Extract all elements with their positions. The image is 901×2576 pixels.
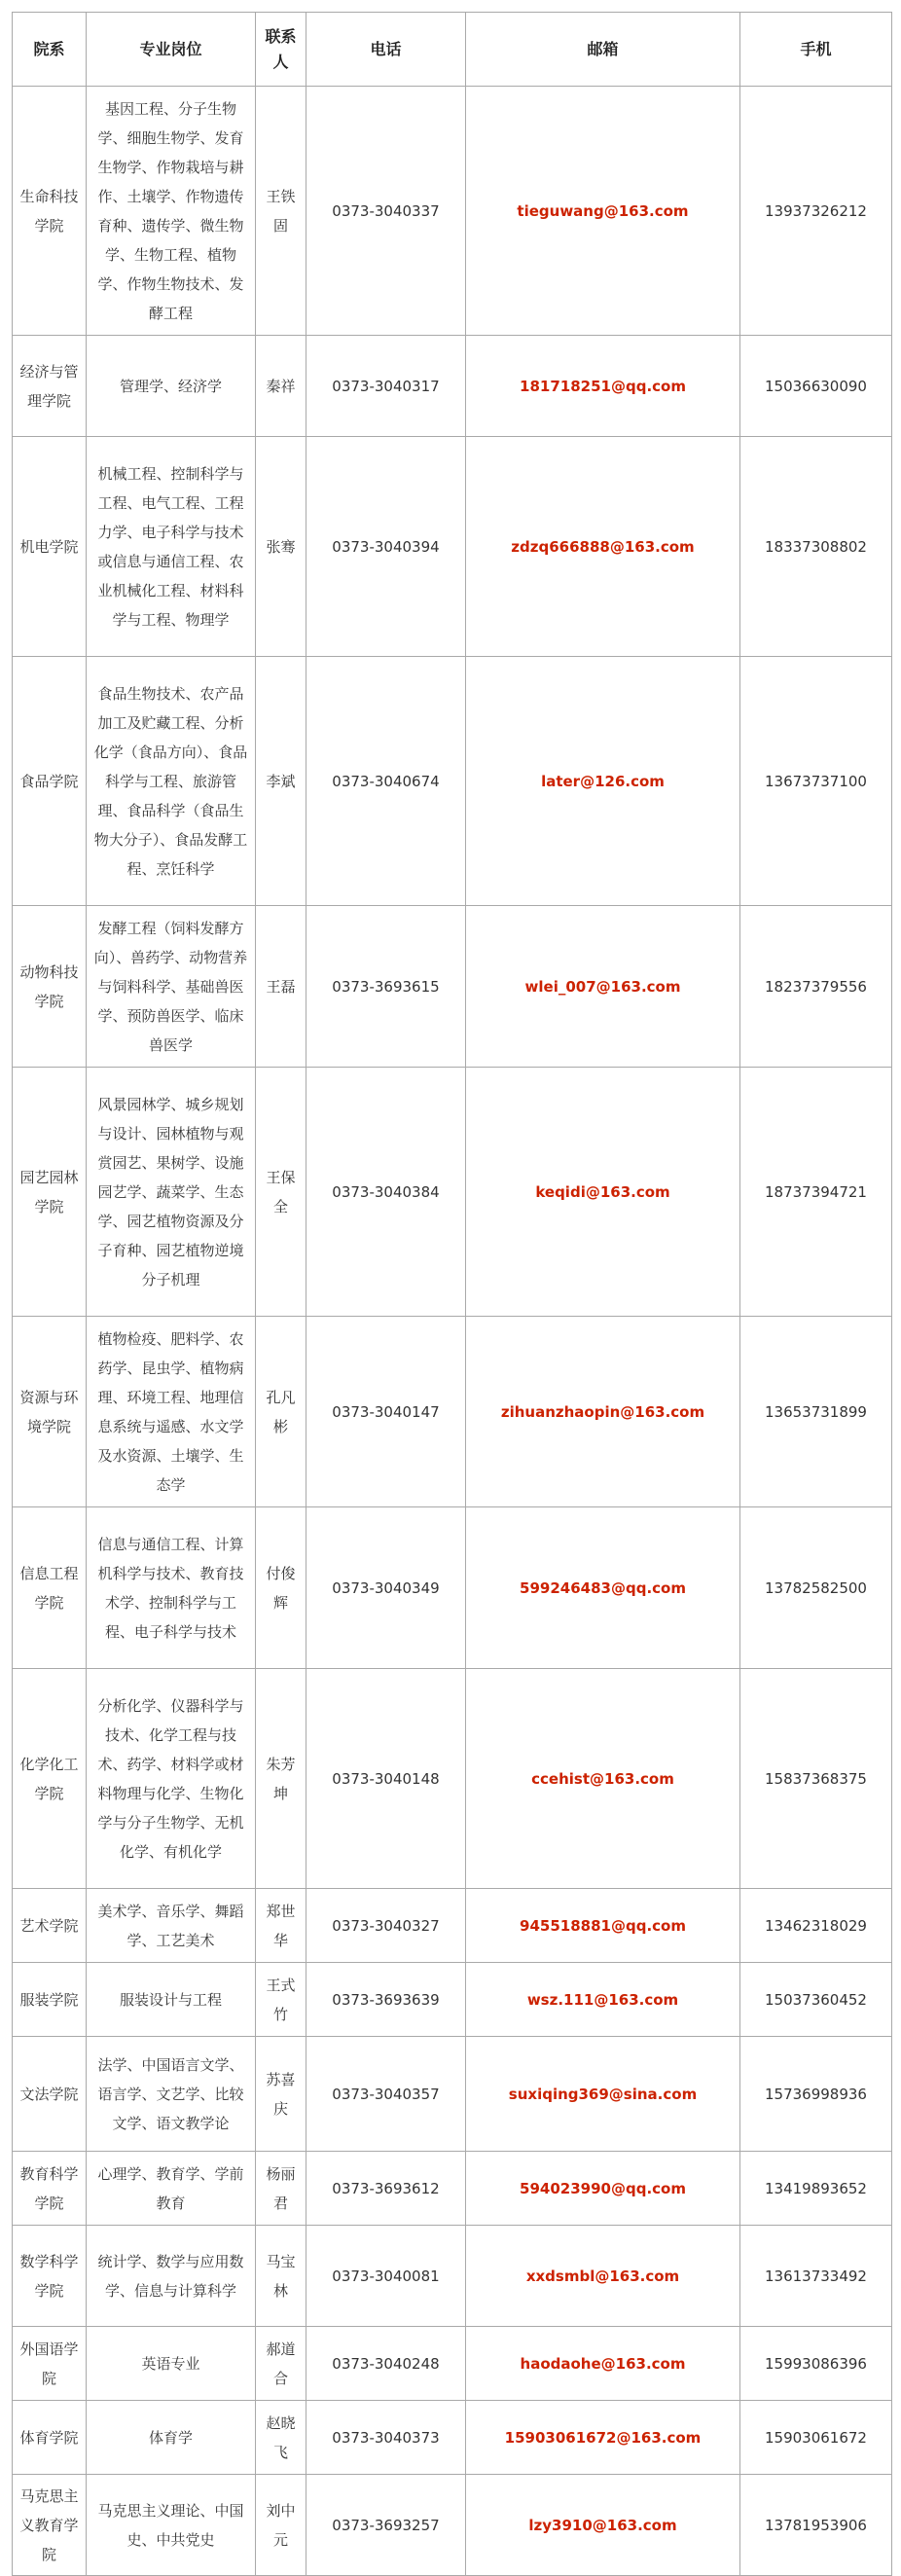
college-cell: 园艺园林学院	[13, 1068, 87, 1317]
header-college: 院系	[13, 13, 87, 87]
email-link[interactable]: later@126.com	[466, 657, 740, 906]
table-row	[13, 336, 892, 437]
phone-cell: 0373-3040674	[306, 657, 466, 906]
table-row	[13, 2401, 892, 2475]
college-cell: 动物科技学院	[13, 906, 87, 1068]
table-row	[13, 2226, 892, 2327]
majors-cell: 马克思主义理论、中国史、中共党史	[87, 2475, 256, 2576]
contact-person-cell: 郝道合	[256, 2327, 306, 2401]
table-row	[13, 1507, 892, 1669]
majors-cell: 英语专业	[87, 2327, 256, 2401]
email-link[interactable]: suxiqing369@sina.com	[466, 2037, 740, 2152]
email-link[interactable]: wlei_007@163.com	[466, 906, 740, 1068]
contact-person-cell: 张骞	[256, 437, 306, 657]
header-mobile: 手机	[740, 13, 892, 87]
mobile-cell: 13419893652	[740, 2152, 892, 2226]
contact-person-cell: 李斌	[256, 657, 306, 906]
phone-cell: 0373-3040248	[306, 2327, 466, 2401]
majors-cell: 植物检疫、肥料学、农药学、昆虫学、植物病理、环境工程、地理信息系统与遥感、水文学及水资源、土壤学、生态学	[87, 1317, 256, 1507]
college-cell: 资源与环境学院	[13, 1317, 87, 1507]
contact-person-cell: 杨丽君	[256, 2152, 306, 2226]
mobile-cell: 13462318029	[740, 1889, 892, 1963]
phone-cell: 0373-3040337	[306, 87, 466, 336]
email-link[interactable]: xxdsmbl@163.com	[466, 2226, 740, 2327]
email-link[interactable]: keqidi@163.com	[466, 1068, 740, 1317]
majors-cell: 服装设计与工程	[87, 1963, 256, 2037]
table-row	[13, 437, 892, 657]
mobile-cell: 15903061672	[740, 2401, 892, 2475]
phone-cell: 0373-3040384	[306, 1068, 466, 1317]
table-row	[13, 657, 892, 906]
majors-cell: 机械工程、控制科学与工程、电气工程、工程力学、电子科学与技术或信息与通信工程、农业机械化工程、材料科学与工程、物理学	[87, 437, 256, 657]
email-link[interactable]: tieguwang@163.com	[466, 87, 740, 336]
email-link[interactable]: wsz.111@163.com	[466, 1963, 740, 2037]
mobile-cell: 15036630090	[740, 336, 892, 437]
email-link[interactable]: ccehist@163.com	[466, 1669, 740, 1889]
college-cell: 经济与管理学院	[13, 336, 87, 437]
table-row	[13, 1963, 892, 2037]
college-cell: 化学化工学院	[13, 1669, 87, 1889]
email-link[interactable]: 945518881@qq.com	[466, 1889, 740, 1963]
phone-cell: 0373-3040148	[306, 1669, 466, 1889]
contact-person-cell: 苏喜庆	[256, 2037, 306, 2152]
mobile-cell: 13781953906	[740, 2475, 892, 2576]
phone-cell: 0373-3040394	[306, 437, 466, 657]
phone-cell: 0373-3040349	[306, 1507, 466, 1669]
contact-person-cell: 王式竹	[256, 1963, 306, 2037]
phone-cell: 0373-3693257	[306, 2475, 466, 2576]
mobile-cell: 18237379556	[740, 906, 892, 1068]
majors-cell: 发酵工程（饲料发酵方向）、兽药学、动物营养与饲料科学、基础兽医学、预防兽医学、临床兽医学	[87, 906, 256, 1068]
table-body	[13, 87, 892, 2576]
table-header-row	[13, 13, 892, 87]
phone-cell: 0373-3040147	[306, 1317, 466, 1507]
contact-person-cell: 孔凡彬	[256, 1317, 306, 1507]
college-cell: 数学科学学院	[13, 2226, 87, 2327]
email-link[interactable]: 15903061672@163.com	[466, 2401, 740, 2475]
college-cell: 生命科技学院	[13, 87, 87, 336]
email-link[interactable]: haodaohe@163.com	[466, 2327, 740, 2401]
mobile-cell: 15837368375	[740, 1669, 892, 1889]
majors-cell: 食品生物技术、农产品加工及贮藏工程、分析化学（食品方向）、食品科学与工程、旅游管理、食品科学（食品生物大分子）、食品发酵工程、烹饪科学	[87, 657, 256, 906]
table-row	[13, 87, 892, 336]
college-cell: 体育学院	[13, 2401, 87, 2475]
mobile-cell: 13613733492	[740, 2226, 892, 2327]
contact-person-cell: 刘中元	[256, 2475, 306, 2576]
majors-cell: 体育学	[87, 2401, 256, 2475]
majors-cell: 信息与通信工程、计算机科学与技术、教育技术学、控制科学与工程、电子科学与技术	[87, 1507, 256, 1669]
contact-person-cell: 朱芳坤	[256, 1669, 306, 1889]
phone-cell: 0373-3040327	[306, 1889, 466, 1963]
college-cell: 教育科学学院	[13, 2152, 87, 2226]
college-cell: 文法学院	[13, 2037, 87, 2152]
mobile-cell: 13653731899	[740, 1317, 892, 1507]
majors-cell: 法学、中国语言文学、语言学、文艺学、比较文学、语文教学论	[87, 2037, 256, 2152]
college-cell: 机电学院	[13, 437, 87, 657]
contact-person-cell: 郑世华	[256, 1889, 306, 1963]
email-link[interactable]: 594023990@qq.com	[466, 2152, 740, 2226]
email-link[interactable]: 599246483@qq.com	[466, 1507, 740, 1669]
header-email: 邮箱	[466, 13, 740, 87]
phone-cell: 0373-3040373	[306, 2401, 466, 2475]
phone-cell: 0373-3040357	[306, 2037, 466, 2152]
phone-cell: 0373-3040317	[306, 336, 466, 437]
phone-cell: 0373-3040081	[306, 2226, 466, 2327]
table-row	[13, 2152, 892, 2226]
table-row	[13, 1068, 892, 1317]
table-row	[13, 2327, 892, 2401]
mobile-cell: 15993086396	[740, 2327, 892, 2401]
contact-person-cell: 付俊辉	[256, 1507, 306, 1669]
email-link[interactable]: zihuanzhaopin@163.com	[466, 1317, 740, 1507]
table-row	[13, 906, 892, 1068]
majors-cell: 美术学、音乐学、舞蹈学、工艺美术	[87, 1889, 256, 1963]
header-majors: 专业岗位	[87, 13, 256, 87]
contact-person-cell: 王磊	[256, 906, 306, 1068]
header-contact: 联系人	[256, 13, 306, 87]
phone-cell: 0373-3693615	[306, 906, 466, 1068]
college-contacts-table	[12, 12, 892, 2576]
college-cell: 服装学院	[13, 1963, 87, 2037]
contact-person-cell: 马宝林	[256, 2226, 306, 2327]
college-cell: 艺术学院	[13, 1889, 87, 1963]
college-cell: 信息工程学院	[13, 1507, 87, 1669]
college-cell: 马克思主义教育学院	[13, 2475, 87, 2576]
table-row	[13, 2037, 892, 2152]
majors-cell: 风景园林学、城乡规划与设计、园林植物与观赏园艺、果树学、设施园艺学、蔬菜学、生态学、园艺植物资源及分子育种、园艺植物逆境分子机理	[87, 1068, 256, 1317]
college-cell: 食品学院	[13, 657, 87, 906]
majors-cell: 分析化学、仪器科学与技术、化学工程与技术、药学、材料学或材料物理与化学、生物化学与分子生物学、无机化学、有机化学	[87, 1669, 256, 1889]
mobile-cell: 15037360452	[740, 1963, 892, 2037]
majors-cell: 管理学、经济学	[87, 336, 256, 437]
contact-person-cell: 王铁固	[256, 87, 306, 336]
mobile-cell: 13937326212	[740, 87, 892, 336]
college-cell: 外国语学院	[13, 2327, 87, 2401]
mobile-cell: 13673737100	[740, 657, 892, 906]
phone-cell: 0373-3693612	[306, 2152, 466, 2226]
header-phone: 电话	[306, 13, 466, 87]
majors-cell: 心理学、教育学、学前教育	[87, 2152, 256, 2226]
mobile-cell: 15736998936	[740, 2037, 892, 2152]
table-row	[13, 2475, 892, 2576]
table-row	[13, 1889, 892, 1963]
table-row	[13, 1317, 892, 1507]
email-link[interactable]: 181718251@qq.com	[466, 336, 740, 437]
email-link[interactable]: zdzq666888@163.com	[466, 437, 740, 657]
majors-cell: 统计学、数学与应用数学、信息与计算科学	[87, 2226, 256, 2327]
mobile-cell: 13782582500	[740, 1507, 892, 1669]
contact-person-cell: 秦祥	[256, 336, 306, 437]
majors-cell: 基因工程、分子生物学、细胞生物学、发育生物学、作物栽培与耕作、土壤学、作物遗传育种、遗传学、微生物学、生物工程、植物学、作物生物技术、发酵工程	[87, 87, 256, 336]
mobile-cell: 18337308802	[740, 437, 892, 657]
contact-person-cell: 赵晓飞	[256, 2401, 306, 2475]
contact-person-cell: 王保全	[256, 1068, 306, 1317]
mobile-cell: 18737394721	[740, 1068, 892, 1317]
phone-cell: 0373-3693639	[306, 1963, 466, 2037]
table-row	[13, 1669, 892, 1889]
email-link[interactable]: lzy3910@163.com	[466, 2475, 740, 2576]
